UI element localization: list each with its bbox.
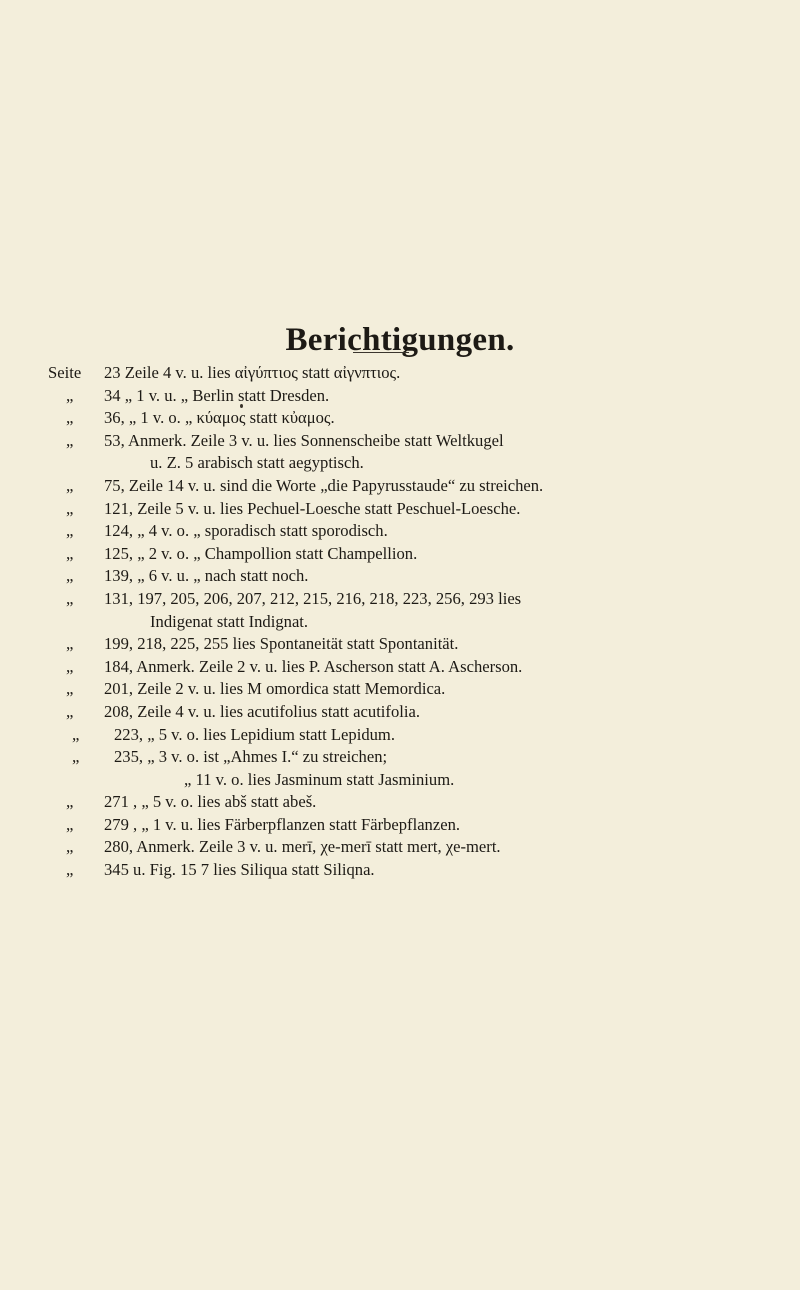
- errata-entry: [0, 407, 800, 430]
- errata-entry: [0, 701, 800, 724]
- errata-entry: [0, 836, 800, 859]
- entry-text: 131, 197, 205, 206, 207, 212, 215, 216, 218, 223, 256, 293 lies: [104, 588, 522, 608]
- errata-list: [0, 362, 800, 882]
- entry-text: 34 „ 1 v. u. „ Berlin statt Dresden.: [104, 385, 330, 405]
- entry-prefix: „: [66, 588, 74, 608]
- entry-prefix: „: [66, 860, 74, 880]
- entry-prefix: „: [66, 475, 74, 495]
- entry-text: u. Z. 5 arabisch statt aegyptisch.: [150, 453, 364, 473]
- entry-text: 279 , „ 1 v. u. lies Färberpflanzen statt Färbepflanzen.: [104, 814, 461, 834]
- errata-entry: [0, 452, 800, 475]
- errata-entry: [0, 791, 800, 814]
- entry-text: 23 Zeile 4 v. u. lies αἰγύπτιος statt αἰγνπτιος.: [104, 363, 401, 382]
- errata-entry: [0, 362, 800, 385]
- entry-prefix: „: [66, 679, 74, 699]
- entry-text: 121, Zeile 5 v. u. lies Pechuel-Loesche statt Peschuel-Loesche.: [104, 498, 521, 518]
- entry-prefix: Seite: [48, 363, 82, 382]
- errata-entry: [0, 859, 800, 882]
- errata-entry: [0, 588, 800, 611]
- entry-prefix: „: [66, 814, 74, 834]
- entry-prefix: „: [66, 792, 74, 812]
- entry-text: „ 11 v. o. lies Jasminum statt Jasminium.: [184, 769, 455, 789]
- entry-prefix: „: [66, 543, 74, 563]
- errata-entry: [0, 678, 800, 701]
- entry-text: Indigenat statt Indignat.: [150, 611, 309, 631]
- entry-text: 124, „ 4 v. o. „ sporadisch statt sporodisch.: [104, 521, 388, 541]
- errata-entry: [0, 543, 800, 566]
- entry-text: 125, „ 2 v. o. „ Champollion statt Champellion.: [104, 543, 418, 563]
- errata-entry: [0, 385, 800, 408]
- entry-prefix: „: [66, 656, 74, 676]
- errata-entry: [0, 430, 800, 453]
- title-rule: [353, 352, 409, 353]
- entry-prefix: „: [72, 747, 80, 767]
- entry-text: 201, Zeile 2 v. u. lies M omordica statt Memordica.: [104, 679, 446, 699]
- entry-text: 184, Anmerk. Zeile 2 v. u. lies P. Ascherson statt A. Ascherson.: [104, 656, 523, 676]
- entry-prefix: „: [66, 837, 74, 857]
- page-title: Berichtigungen.: [285, 322, 515, 359]
- errata-entry: [0, 498, 800, 521]
- entry-text: 235, „ 3 v. o. ist „Ahmes I.“ zu streichen;: [114, 747, 388, 767]
- errata-entry: [0, 475, 800, 498]
- entry-prefix: „: [66, 701, 74, 721]
- entry-prefix: „: [72, 724, 80, 744]
- errata-entry: [0, 565, 800, 588]
- errata-entry: [0, 633, 800, 656]
- entry-text: 199, 218, 225, 255 lies Spontaneität statt Spontanität.: [104, 634, 459, 654]
- entry-text: 223, „ 5 v. o. lies Lepidium statt Lepidum.: [114, 724, 395, 744]
- entry-text: 345 u. Fig. 15 7 lies Siliqua statt Siliqna.: [104, 860, 375, 880]
- entry-prefix: „: [66, 498, 74, 518]
- entry-text: 271 , „ 5 v. o. lies abš statt abeš.: [104, 792, 317, 812]
- entry-prefix: „: [66, 430, 74, 450]
- entry-text: 280, Anmerk. Zeile 3 v. u. merī, χe-merī statt mert, χe-mert.: [104, 837, 501, 857]
- entry-text: 208, Zeile 4 v. u. lies acutifolius statt acutifolia.: [104, 701, 420, 721]
- errata-entry: [0, 724, 800, 747]
- entry-prefix: „: [66, 566, 74, 586]
- errata-entry: [0, 611, 800, 634]
- entry-text: 36, „ 1 v. o. „ κύαμος statt κὐαμος.: [104, 408, 335, 428]
- errata-entry: [0, 656, 800, 679]
- entry-prefix: „: [66, 408, 74, 428]
- entry-text: 53, Anmerk. Zeile 3 v. u. lies Sonnenscheibe statt Weltkugel: [104, 430, 504, 450]
- errata-entry: [0, 746, 800, 769]
- errata-entry: [0, 520, 800, 543]
- entry-prefix: „: [66, 634, 74, 654]
- entry-text: 75, Zeile 14 v. u. sind die Worte „die Papyrusstaude“ zu streichen.: [104, 475, 544, 495]
- errata-entry: [0, 769, 800, 792]
- entry-prefix: „: [66, 385, 74, 405]
- entry-prefix: „: [66, 521, 74, 541]
- entry-text: 139, „ 6 v. u. „ nach statt noch.: [104, 566, 309, 586]
- errata-entry: [0, 814, 800, 837]
